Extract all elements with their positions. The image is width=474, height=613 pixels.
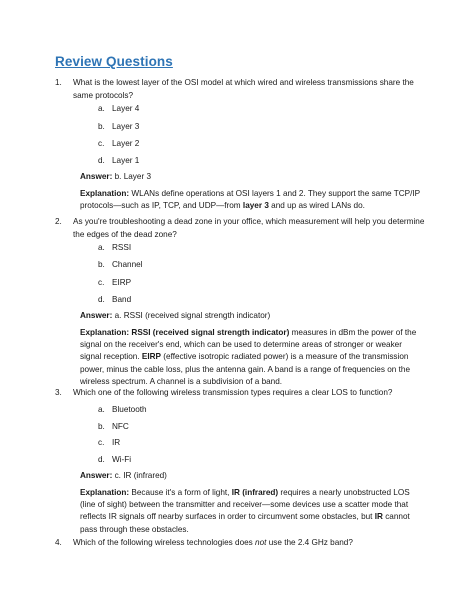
option-3a xyxy=(98,404,147,416)
answer-2 xyxy=(80,310,270,322)
explanation-text: Because it's a form of light, xyxy=(129,488,232,497)
option-text: EIRP xyxy=(112,278,132,287)
option-2d xyxy=(98,294,131,306)
question-number: 1. xyxy=(55,78,62,87)
page-title: Review Questions xyxy=(55,54,173,69)
option-text: NFC xyxy=(112,422,129,431)
explanation-text: and up as wired LANs do. xyxy=(268,201,365,211)
question-text: Which one of the following wireless transmission types requires a clear LOS to function? xyxy=(73,388,393,397)
option-letter: b. xyxy=(98,260,105,269)
explanation-bold: RSSI (received signal strength indicator) xyxy=(131,328,290,337)
option-letter: b. xyxy=(98,422,105,431)
answer-3 xyxy=(80,470,167,482)
answer-text: b. Layer 3 xyxy=(112,172,151,181)
option-letter: c. xyxy=(98,278,105,287)
option-1d xyxy=(98,155,139,167)
option-text: IR xyxy=(112,438,121,447)
explanation-bold: EIRP xyxy=(141,352,162,362)
option-text: Layer 4 xyxy=(112,104,140,113)
question-text: What is the lowest layer of the OSI model at which wired and wireless transmissions share the same protocols? xyxy=(73,78,414,100)
explanation-label: Explanation: xyxy=(80,189,130,198)
question-text xyxy=(73,537,433,550)
explanation-label: Explanation: xyxy=(80,488,130,497)
option-text: Layer 1 xyxy=(112,156,140,165)
option-1b xyxy=(98,121,139,133)
question-text-part: Which of the following wireless technologies does xyxy=(73,538,256,547)
question-number: 3. xyxy=(55,388,62,397)
option-text: Wi-Fi xyxy=(112,455,132,464)
option-1a xyxy=(98,103,139,115)
option-text: RSSI xyxy=(112,243,132,252)
question-text-emphasis: not xyxy=(255,538,267,547)
option-text: Band xyxy=(112,295,132,304)
explanation-bold: IR (infrared) xyxy=(231,488,279,497)
answer-label: Answer: xyxy=(80,471,113,480)
option-text: Channel xyxy=(112,260,143,269)
explanation-bold: layer 3 xyxy=(242,201,269,211)
option-2c xyxy=(98,277,131,289)
answer-text: a. RSSI (received signal strength indicator) xyxy=(112,311,271,320)
option-letter: c. xyxy=(98,139,105,148)
option-letter: b. xyxy=(98,122,105,131)
option-letter: a. xyxy=(98,405,105,414)
explanation-text: requires a nearly unobstructed LOS (line of sight) between the transmitter and receiver—some devices use a scatter mode that reflects IR signals off nearby surfaces in order to circumvent some obstacles, but xyxy=(80,488,410,522)
answer-label: Answer: xyxy=(80,311,113,320)
option-text: Layer 3 xyxy=(112,122,140,131)
explanation-text: measures in dBm the power of the signal on the receiver's end, which can be used to determine areas of stronger or weaker signal reception. xyxy=(80,328,417,362)
answer-text: c. IR (infrared) xyxy=(112,471,167,480)
answer-1 xyxy=(80,171,151,183)
option-3c xyxy=(98,437,120,449)
option-letter: a. xyxy=(98,243,105,252)
question-text-part: use the 2.4 GHz band? xyxy=(266,538,353,547)
option-3b xyxy=(98,421,129,433)
option-letter: d. xyxy=(98,455,105,464)
option-letter: d. xyxy=(98,295,105,304)
explanation-text: (effective isotropic radiated power) is a measure of the transmission power, minus the cable loss, plus the antenna gain. A band is a range of frequencies on the wireless spectrum. A channel is a subdivision of a band. xyxy=(80,352,410,386)
explanation-text: cannot pass through these obstacles. xyxy=(80,512,410,534)
question-number: 2. xyxy=(55,217,62,226)
option-letter: c. xyxy=(98,438,105,447)
explanation-2 xyxy=(80,327,425,388)
explanation-label: Explanation: xyxy=(80,328,130,337)
option-letter: d. xyxy=(98,156,105,165)
option-letter: a. xyxy=(98,104,105,113)
explanation-text: WLANs define operations at OSI layers 1 and 2. They support the same TCP/IP protocols—such as IP, TCP, and UDP—from xyxy=(80,189,420,211)
option-1c xyxy=(98,138,139,150)
option-text: Layer 2 xyxy=(112,139,140,148)
option-2a xyxy=(98,242,131,254)
explanation-3 xyxy=(80,487,425,536)
question-text: As you're troubleshooting a dead zone in your office, which measurement will help you determine the edges of the dead zone? xyxy=(73,217,425,239)
explanation-1 xyxy=(80,188,425,212)
option-text: Bluetooth xyxy=(112,405,147,414)
question-number: 4. xyxy=(55,538,62,547)
explanation-bold: IR xyxy=(374,512,383,522)
option-3d xyxy=(98,454,131,466)
answer-label: Answer: xyxy=(80,172,113,181)
option-2b xyxy=(98,259,143,271)
